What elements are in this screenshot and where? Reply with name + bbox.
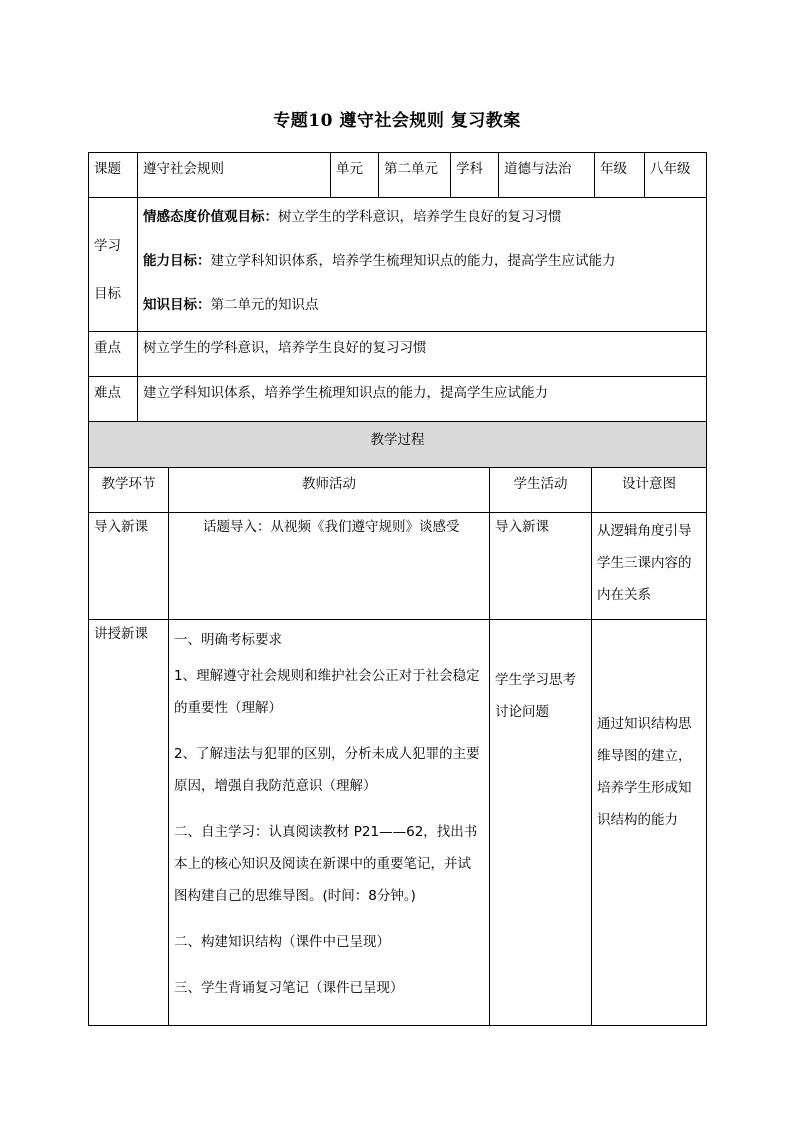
difficulty-label: 难点 [89, 377, 138, 422]
info-row-difficulty [89, 377, 707, 422]
key-point-label: 重点 [89, 332, 138, 377]
unit-value: 第二单元 [379, 153, 451, 198]
lesson-step: 三、学生背诵复习笔记（课件已呈现） [174, 980, 404, 996]
lesson-step: 二、自主学习：认真阅读教材 P21——62，找出书本上的核心知识及阅读在新课中的重要笔记，并试图构建自己的思维导图。(时间：8分钟。) [174, 824, 478, 904]
intro-stage: 导入新课 [89, 513, 169, 620]
subject-value: 道德与法治 [499, 153, 595, 198]
info-row-goals [89, 198, 707, 332]
column-head-teacher: 教师活动 [169, 468, 490, 513]
lesson-step: 1、理解遵守社会规则和维护社会公正对于社会稳定的重要性（理解） [174, 668, 480, 716]
lesson-step: 2、了解违法与犯罪的区别，分析未成人犯罪的主要原因，增强自我防范意识（理解） [174, 746, 480, 794]
intro-teacher-activity: 话题导入：从视频《我们遵守规则》谈感受 [169, 513, 490, 620]
grade-value: 八年级 [645, 153, 707, 198]
process-header: 教学过程 [89, 422, 707, 468]
column-head-stage: 教学环节 [89, 468, 169, 513]
course-label: 课题 [89, 153, 138, 198]
course-value: 遵守社会规则 [138, 153, 331, 198]
document-title: 专题10 遵守社会规则 复习教案 [273, 111, 521, 131]
goals-label: 学习目标 [89, 198, 138, 332]
grade-label: 年级 [595, 153, 645, 198]
difficulty-value: 建立学科知识体系，培养学生梳理知识点的能力，提高学生应试能力 [138, 377, 707, 422]
process-header-row [89, 422, 707, 468]
goal-knowledge: 知识目标：第二单元的知识点 [143, 297, 319, 313]
info-row-key-point [89, 332, 707, 377]
intro-design-intent: 从逻辑角度引导学生三课内容的内在关系 [592, 513, 707, 620]
unit-label: 单元 [331, 153, 379, 198]
lesson-student-activity: 学生学习思考讨论问题 [490, 620, 592, 1026]
column-head-student: 学生活动 [490, 468, 592, 513]
lesson-step: 二、构建知识结构（课件中已呈现） [174, 934, 390, 950]
info-row-course [89, 153, 707, 198]
lesson-design-intent: 通过知识结构思维导图的建立，培养学生形成知识结构的能力 [592, 620, 707, 1026]
process-row-intro [89, 513, 707, 620]
lesson-teacher-activity [169, 620, 490, 1026]
teaching-process-table [88, 421, 707, 1026]
intro-student-activity: 导入新课 [490, 513, 592, 620]
lesson-info-table [88, 152, 707, 422]
lesson-stage: 讲授新课 [89, 620, 169, 1026]
goal-attitude: 情感态度价值观目标：树立学生的学科意识，培养学生良好的复习习惯 [143, 209, 562, 225]
lesson-step: 一、明确考标要求 [174, 632, 282, 648]
subject-label: 学科 [451, 153, 499, 198]
process-column-heads [89, 468, 707, 513]
goals-cell [138, 198, 707, 332]
column-head-design: 设计意图 [592, 468, 707, 513]
process-row-lesson [89, 620, 707, 1026]
key-point-value: 树立学生的学科意识，培养学生良好的复习习惯 [138, 332, 707, 377]
goal-ability: 能力目标：建立学科知识体系，培养学生梳理知识点的能力，提高学生应试能力 [143, 253, 616, 269]
